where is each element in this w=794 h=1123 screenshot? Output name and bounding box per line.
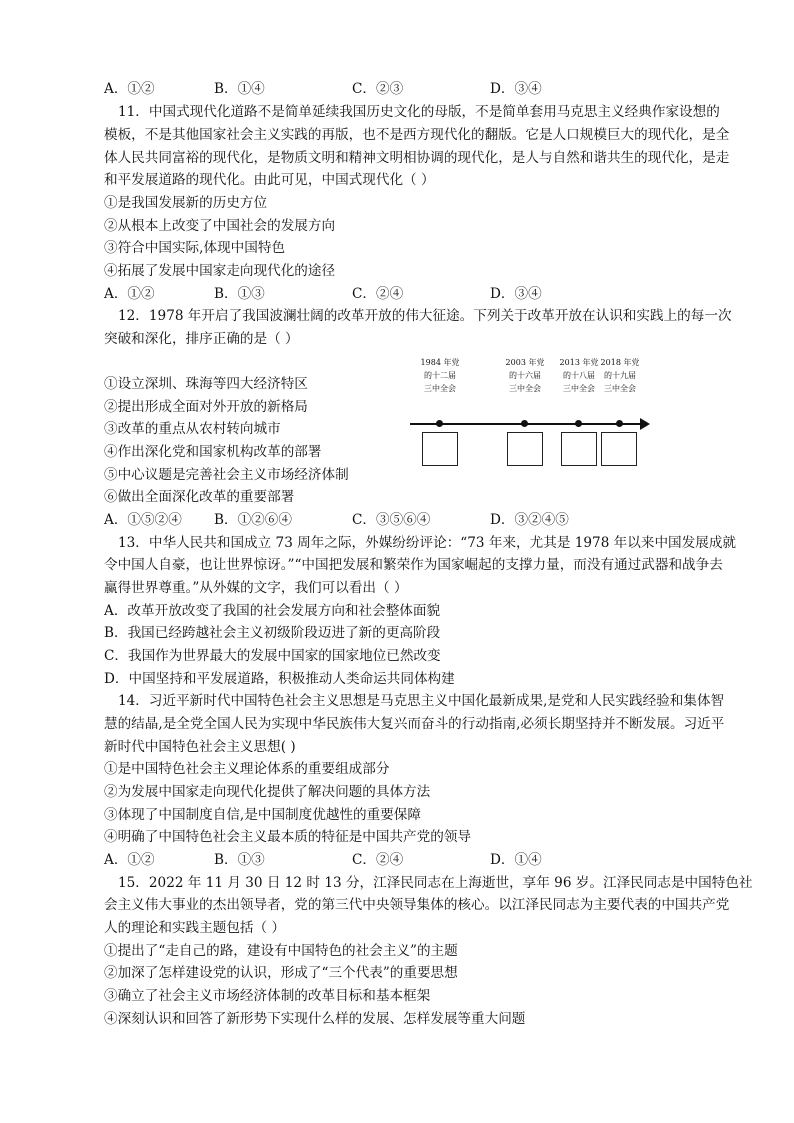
timeline-answer-box[interactable] [507, 432, 543, 466]
q14-item: ③体现了中国制度自信,是中国制度优越性的重要保障 [104, 807, 421, 823]
q10-option-b: B．①④ [214, 81, 265, 97]
timeline-label-2003: 2003 年党 的十六届 三中全会 [505, 358, 545, 393]
q14-option-c: C．②④ [352, 852, 404, 868]
q13-stem-line: 令中国人自豪，也让世界惊讶。”“中国把发展和繁荣作为国家崛起的支撑力量，而没有通过武器和战争去 [104, 557, 723, 573]
q12-item: ⑥做出全面深化改革的重要部署 [104, 489, 295, 505]
q12-option-c: C．③⑤⑥④ [352, 512, 431, 528]
timeline-dot [521, 420, 528, 427]
q11-option-a: A．①② [104, 286, 155, 302]
q13-choice-b: B．我国已经跨越社会主义初级阶段迈进了新的更高阶段 [104, 625, 441, 641]
q11-item: ④拓展了发展中国家走向现代化的途径 [104, 263, 336, 279]
timeline-label-2013: 2013 年党 的十八届 三中全会 [559, 358, 599, 393]
q13-stem-line: 赢得世界尊重。”从外媒的文字，我们可以看出（ ） [104, 580, 408, 596]
timeline-arrow-icon [640, 418, 650, 430]
q12-option-d: D．③②④⑤ [490, 512, 569, 528]
timeline-label-2018: 2018 年党 的十九届 三中全会 [600, 358, 640, 393]
q10-option-a: A．①② [104, 81, 155, 97]
q11-stem-line: 体人民共同富裕的现代化，是物质文明和精神文明相协调的现代化，是人与自然和谐共生的现代化，是走 [104, 150, 730, 166]
q13-choice-d: D．中国坚持和平发展道路，积极推动人类命运共同体构建 [104, 671, 455, 687]
timeline-label-1984: 1984 年党 的十二届 三中全会 [420, 358, 460, 393]
q12-stem-line: 12．1978 年开启了我国波澜壮阔的改革开放的伟大征途。下列关于改革开放在认识和实践上的每一次 [118, 308, 732, 324]
q12-item: ④作出深化党和国家机构改革的部署 [104, 444, 322, 460]
timeline-dot [616, 420, 623, 427]
timeline-dot [575, 420, 582, 427]
q12-option-a: A．①⑤②④ [104, 512, 182, 528]
q12-item: ①设立深圳、珠海等四大经济特区 [104, 376, 308, 392]
q10-option-d: D．③④ [490, 81, 542, 97]
timeline-answer-box[interactable] [561, 432, 597, 466]
q11-option-d: D．③④ [490, 286, 542, 302]
q11-option-c: C．②④ [352, 286, 404, 302]
q15-stem-line: 人的理论和实践主题包括（ ） [104, 920, 286, 936]
q11-item: ①是我国发展新的历史方位 [104, 195, 268, 211]
q15-stem-line: 15．2022 年 11 月 30 日 12 时 13 分，江泽民同志在上海逝世，享年 96 岁。江泽民同志是中国特色社 [118, 875, 753, 891]
q13-stem-line: 13．中华人民共和国成立 73 周年之际，外媒纷纷评论：“73 年来，尤其是 1978 年以来中国发展成就 [118, 535, 737, 551]
q10-option-c: C．②③ [352, 81, 404, 97]
timeline-answer-box[interactable] [422, 432, 458, 466]
q14-option-d: D．①④ [490, 852, 542, 868]
q15-item: ③确立了社会主义市场经济体制的改革目标和基本框架 [104, 988, 431, 1004]
q11-stem-line: 模板，不是其他国家社会主义实践的再版，也不是西方现代化的翻版。它是人口规模巨大的现代化，是全 [104, 127, 730, 143]
q14-stem-line: 14．习近平新时代中国特色社会主义思想是马克思主义中国化最新成果,是党和人民实践经验和集体智 [118, 693, 725, 709]
q14-stem-line: 新时代中国特色社会主义思想( ) [104, 739, 296, 755]
timeline-dot [436, 420, 443, 427]
q12-option-b: B．①②⑥④ [214, 512, 292, 528]
q14-stem-line: 慧的结晶,是全党全国人民为实现中华民族伟大复兴而奋斗的行动指南,必须长期坚持并不断发展。习近平 [104, 716, 725, 732]
q12-item: ⑤中心议题是完善社会主义市场经济体制 [104, 467, 349, 483]
q11-item: ③符合中国实际,体现中国特色 [104, 240, 286, 256]
q12-item: ②提出形成全面对外开放的新格局 [104, 399, 308, 415]
q15-item: ②加深了怎样建设党的认识，形成了“三个代表”的重要思想 [104, 965, 458, 981]
q13-choice-c: C．我国作为世界最大的发展中国家的国家地位已然改变 [104, 648, 441, 664]
q14-item: ①是中国特色社会主义理论体系的重要组成部分 [104, 761, 390, 777]
q14-item: ②为发展中国家走向现代化提供了解决问题的具体方法 [104, 784, 431, 800]
q14-item: ④明确了中国特色社会主义最本质的特征是中国共产党的领导 [104, 829, 472, 845]
q11-stem-line: 和平发展道路的现代化。由此可见，中国式现代化（ ） [104, 172, 435, 188]
timeline-answer-box[interactable] [601, 432, 637, 466]
q15-item: ④深刻认识和回答了新形势下实现什么样的发展、怎样发展等重大问题 [104, 1011, 526, 1027]
q15-stem-line: 会主义伟大事业的杰出领导者，党的第三代中央领导集体的核心。以江泽民同志为主要代表的中国共产党 [104, 897, 730, 913]
q12-stem-line: 突破和深化，排序正确的是（ ） [104, 331, 299, 347]
q11-option-b: B．①③ [214, 286, 265, 302]
q15-item: ①提出了“走自己的路，建设有中国特色的社会主义”的主题 [104, 943, 458, 959]
q11-stem-line: 11．中国式现代化道路不是简单延续我国历史文化的母版，不是简单套用马克思主义经典作家设想的 [118, 104, 720, 120]
q14-option-b: B．①③ [214, 852, 265, 868]
q13-choice-a: A．改革开放改变了我国的社会发展方向和社会整体面貌 [104, 603, 441, 619]
q14-option-a: A．①② [104, 852, 155, 868]
q12-item: ③改革的重点从农村转向城市 [104, 421, 281, 437]
q11-item: ②从根本上改变了中国社会的发展方向 [104, 218, 336, 234]
